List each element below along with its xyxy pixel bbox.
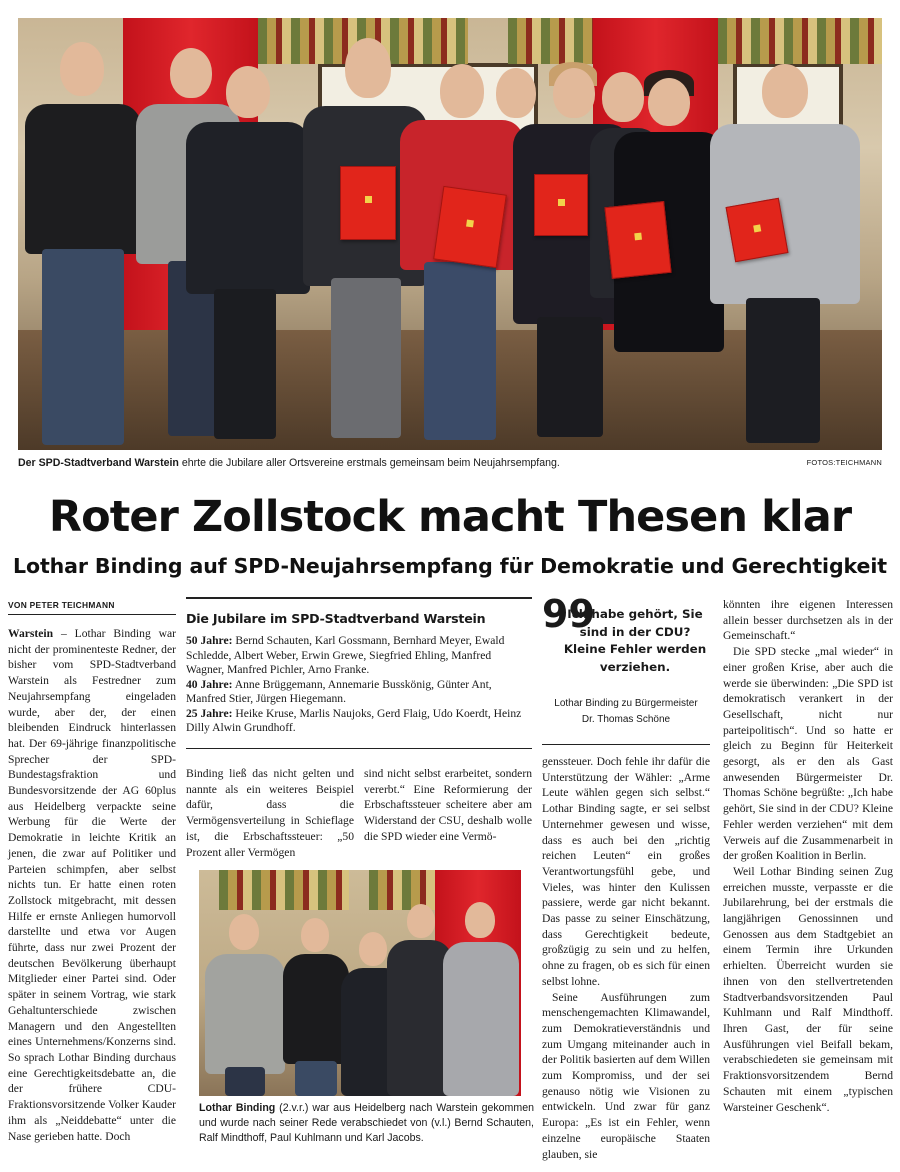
- article-column-4: [542, 754, 710, 1162]
- certificate-folder: [604, 201, 671, 279]
- jubilare-years: 50 Jahre:: [186, 634, 233, 647]
- photo-caption-lead: Der SPD-Stadtverband Warstein: [18, 457, 179, 469]
- headline: Roter Zollstock macht Thesen klar: [48, 492, 852, 542]
- jubilare-names: Anne Brüggemann, Annemarie Busskönig, Günter Ant, Manfred Stier, Jürgen Hiegemann.: [186, 677, 492, 705]
- person: [186, 64, 310, 450]
- jubilare-group: [186, 634, 532, 678]
- jubilare-names: Heike Kruse, Marlis Naujoks, Gerd Flaig, Udo Koerdt, Heinz Dilly Alwin Grundhoff.: [186, 706, 522, 734]
- jubilare-title: Die Jubilare im SPD-Stadtverband Warstein: [186, 611, 486, 626]
- jubilare-years: 25 Jahre:: [186, 706, 233, 720]
- certificate-folder: [433, 186, 507, 268]
- paragraph: sind nicht selbst erarbeitet, sondern vererbt.“ Eine Reformierung der Erbschaftssteuer scheitere aber am Widerstand der CSU, deshalb wolle die SPD wieder eine Vermö-: [364, 767, 532, 843]
- subheadline: Lothar Binding auf SPD-Neujahrsempfang für Demokratie und Gerechtigkeit: [13, 554, 887, 578]
- caption-lead: Lothar Binding: [199, 1102, 276, 1114]
- jubilare-group: [186, 678, 532, 707]
- jubilare-group: [186, 707, 532, 736]
- person: [283, 916, 349, 1096]
- curtain: [718, 18, 882, 64]
- byline: VON PETER TEICHMANN: [8, 597, 176, 615]
- certificate-folder: [534, 174, 588, 236]
- person: [20, 34, 150, 450]
- farewell-photo: [199, 870, 521, 1096]
- farewell-photo-caption: [199, 1101, 534, 1145]
- quote-text: Ich habe gehört, Sie sind in der CDU? Kleine Fehler werden verziehen.: [563, 607, 707, 674]
- quote-mark-icon: 99: [542, 592, 595, 636]
- jubilare-years: 40 Jahre:: [186, 677, 233, 691]
- caption-text: (2.v.r.) war aus Heidelberg nach Warstein gekommen und wurde nach seiner Rede verabschiedet von (v.l.) Bernd Schauten, Ralf Mindthoff, Paul Kuhlmann und Karl Jacobs.: [199, 1102, 534, 1144]
- person: [710, 62, 860, 450]
- curtain: [219, 870, 349, 910]
- paragraph: Die SPD stecke „mal wieder“ in einer großen Krise, aber auch die werde sie überwinden: „Die SPD ist demokratisch verankert in der Gesellschaft, nicht nur parteipolitisch“. Und so hatte er gleich zu Beginn für Heiterkeit gesorgt, als er den als Gast anwesenden Bürgermeister Dr. Thomas Schöne begrüßte: „Ich habe gehört, Sie sind in der CDU? Kleine Fehler werden verziehen“ mit dem Verweis auf die Zusammenarbeit in der großen Koalition in Berlin.: [723, 645, 893, 863]
- paragraph: Weil Lothar Binding seinen Zug erreichen musste, verpasste er die Jubilarehrung, bei der erstmals die langjährigen Genossinnen und Genossen aus dem Stadtgebiet an einem Termin ihre Urkunden erhielten. Überreicht wurden sie ihnen von den stellvertretenden Stadtverbandsvorsitzenden Paul Kuhlmann und Ralf Mindthoff. Ihren Gast, der für seine Ausführungen viel Beifall bekam, verabschiedeten sie gemeinsam mit Fraktionsvorsitzendem Bernd Schauten mit einem „typischen Warsteiner Geschenk“.: [723, 864, 893, 1114]
- photo-caption-text: ehrte die Jubilare aller Ortsvereine erstmals gemeinsam beim Neujahrsempfang.: [178, 457, 560, 469]
- article-column-1: [8, 626, 176, 1144]
- article-column-5: [723, 597, 893, 1115]
- photo-caption: [18, 454, 882, 472]
- paragraph: Seine Ausführungen zum menschengemachten Klimawandel, zum Demokratieverständnis und zum Umgang miteinander auch in der Politik basierten auf dem Willen zum Kompromiss, und der sei genauso nötig wie Visionen zu entwickeln. Und zwar für ganz Europa: „Es ist ein Fehler, wenn einzelne europäische Staaten glauben, sie: [542, 990, 710, 1161]
- group-photo: [18, 18, 882, 450]
- jubilare-box: [186, 597, 532, 749]
- quote-attribution: [542, 696, 710, 728]
- person: [205, 912, 285, 1096]
- jubilare-names: Bernd Schauten, Karl Gossmann, Bernhard Meyer, Ewald Schledde, Albert Weber, Erwin Grewe, Siegfried Ehling, Manfred Wagner, Manfred Pichler, Arno Franke.: [186, 634, 505, 676]
- pull-quote: [542, 592, 710, 745]
- quote-attribution-line: Lothar Binding zu Bürgermeister: [554, 698, 698, 709]
- paragraph: genssteuer. Doch fehle ihr dafür die Unterstützung der Wähler: „Arme Leute wählen gegen sich selbst.“ Lothar Binding sagte, er sei selbst Unternehmer gewesen und wisse, dass es auch bei den „richtig reichen Leuten“ ein großes Verantwortungsfühl gebe, und Vieles, was hinter den Kulissen passiere, werde gar nicht bekannt. Das passe zu seiner Einschätzung, dass Gerechtigkeit bedeute, großzügig zu sein und zu helfen, ohne zu fragen, ob es sich für einen selbst lohne.: [542, 755, 710, 988]
- article-column-2: [186, 766, 354, 860]
- certificate-folder: [726, 198, 789, 263]
- paragraph: könnten ihre eigenen Interessen allein besser durchsetzen als in der Gemeinschaft.“: [723, 598, 893, 643]
- photo-credit: FOTOS:TEICHMANN: [806, 458, 882, 467]
- dateline: Warstein: [8, 627, 54, 640]
- paragraph: – Lothar Binding war nicht der prominenteste Redner, der bisher vom SPD-Stadtverband Warstein als Festredner zum Neujahrsempfang eingeladen wurde, aber der, der einen bleibenden Eindruck hinterlassen hat. Der 69-jährige finanzpolitische Sprecher der SPD-Bundestagsfraktion und Bundesvorsitzende der AG 60plus aus Heidelberg verpackte seine Werbung für die Werte der Demokratie in leichte Kritik an jenen, die zwar auf Politiker und Parteien schimpfen, aber selbst nichts tun. Er hatte einen roten Zollstock mitgebracht, mit dessen Hilfe er ernste Anliegen humorvoll darstellte und etwa vor Augen führte, dass nur zwei Prozent der deutschen Bevölkerung überhaupt Mitglieder einer Partei sind. Oder später in seinem Vortrag, wie stark Gehaltunterschiede zwischen Managern und den Angestellten eines Unternehmens/Konzerns sind. So sprach Lothar Binding durchaus eine Gerechtigkeitsdebatte an, die der frühere CDU-Fraktionsvorsitzende Volker Kauder ihm als „Neiddebatte“ unter die Nase gerieben hatte. Doch: [8, 627, 176, 1143]
- person: [443, 900, 519, 1096]
- certificate-folder: [340, 166, 396, 240]
- quote-attribution-line: Dr. Thomas Schöne: [581, 714, 671, 725]
- paragraph: Binding ließ das nicht gelten und nannte als ein weiteres Beispiel dafür, dass die Vermögensverteilung in Schieflage ist, die Erbschaftssteuer: „50 Prozent aller Vermögen: [186, 767, 354, 859]
- article-column-3: [364, 766, 532, 845]
